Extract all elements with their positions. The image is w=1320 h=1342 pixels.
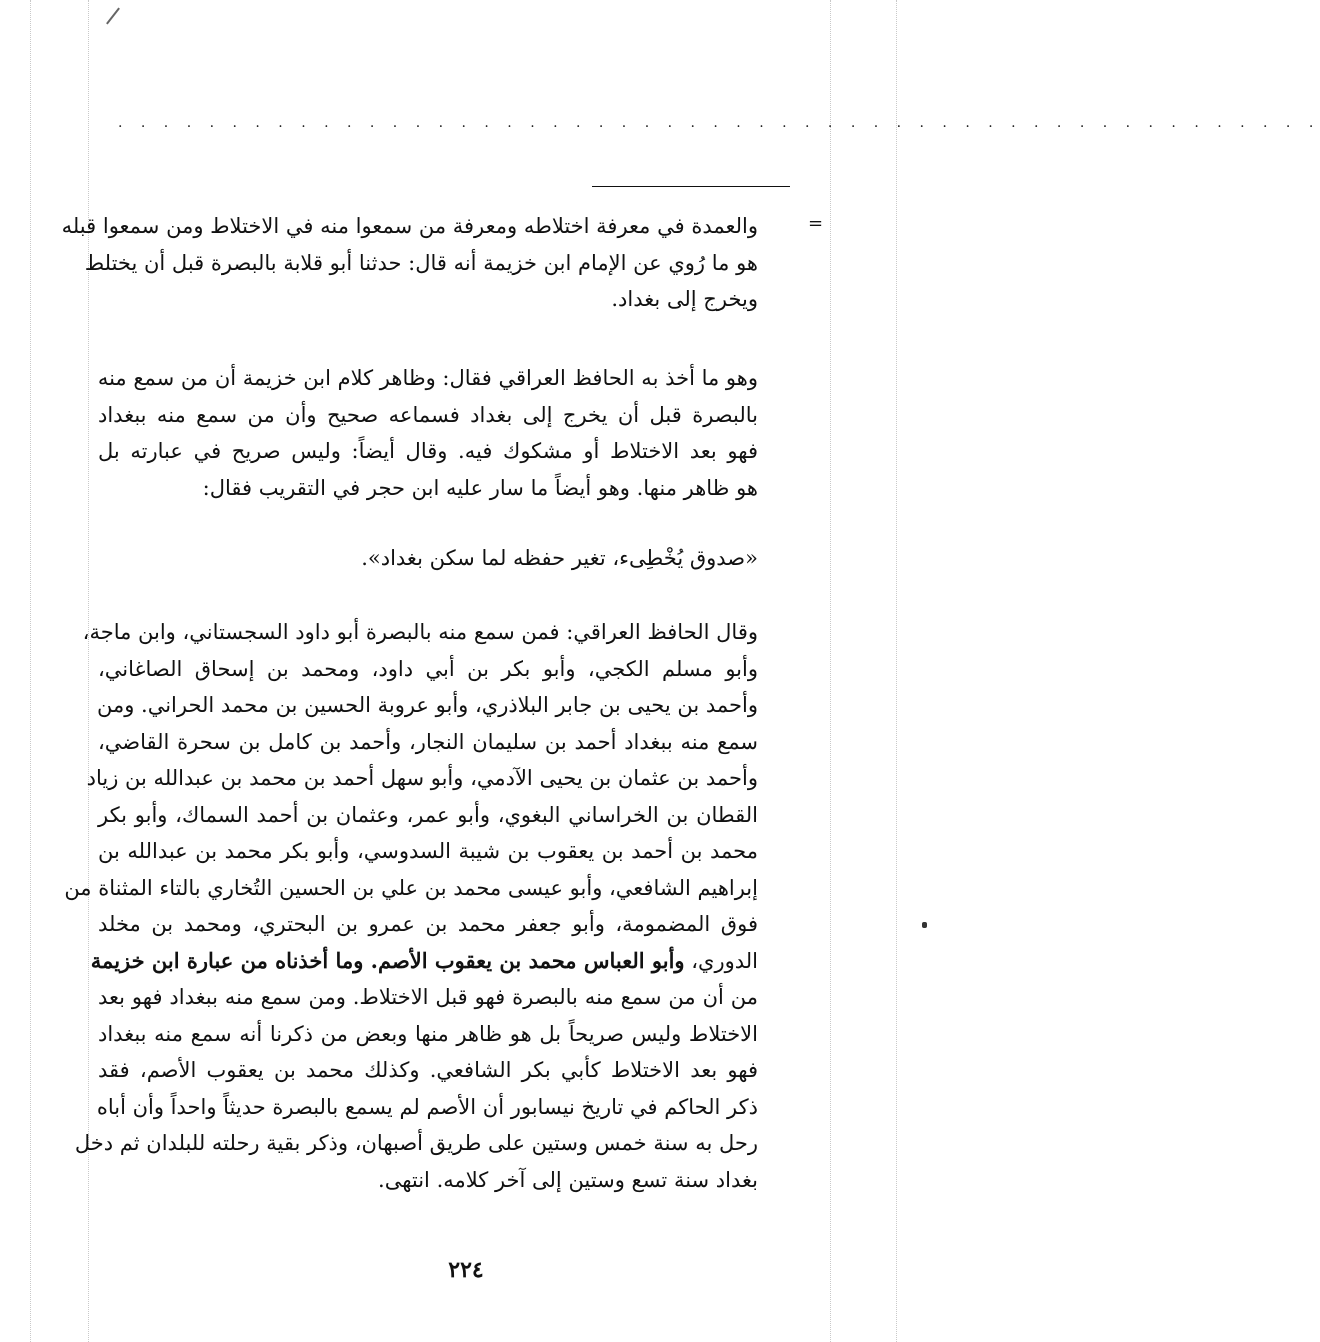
text-line: القطان بن الخراساني البغوي، وأبو عمر، وعثمان بن أحمد السماك، وأبو بكر [98, 802, 758, 827]
text-line: بغداد سنة تسع وستين إلى آخر كلامه. انتهى. [378, 1167, 758, 1192]
text-line: فهو بعد الاختلاط كأبي بكر الشافعي. وكذلك محمد بن يعقوب الأصم، فقد [98, 1058, 758, 1082]
quoted-ruling [98, 540, 758, 577]
text-line: ويخرج إلى بغداد. [611, 287, 758, 311]
text-line: هو ظاهر منها. وهو أيضاً ما سار عليه ابن حجر في التقريب فقال: [202, 475, 758, 500]
text-line: والعمدة في معرفة اختلاطه ومعرفة من سمعوا منه في الاختلاط ومن سمعوا قبله [61, 214, 758, 238]
text-line: بالبصرة قبل أن يخرج إلى بغداد فسماعه صحيح وأن من سمع منه ببغداد [98, 402, 758, 427]
footnote-rule [592, 186, 790, 187]
text-line: إبراهيم الشافعي، وأبو عيسى محمد بن علي بن الحسين التُخاري بالتاء المثناة من [64, 875, 758, 900]
quote-text: «صدوق يُخْطِىء، تغير حفظه لما سكن بغداد». [361, 546, 758, 570]
paragraph-iraqi-opinion [98, 360, 758, 506]
text-segment: الدوري، [684, 948, 758, 973]
text-line: وأحمد بن عثمان بن يحيى الآدمي، وأبو سهل أحمد بن محمد بن عبدالله بن زياد [86, 766, 758, 790]
scan-guide-line [30, 0, 31, 1342]
text-line: الاختلاط وليس صريحاً بل هو ظاهر منها وبعض من ذكرنا أنه سمع منه ببغداد [98, 1021, 758, 1046]
text-line: هو ما رُوي عن الإمام ابن خزيمة أنه قال: حدثنا أبو قلابة بالبصرة قبل أن يختلط [84, 250, 758, 275]
paragraph-narrators-list [64, 614, 758, 1198]
text-line: محمد بن أحمد بن يعقوب بن شيبة السدوسي، وأبو بكر محمد بن عبدالله بن [98, 839, 758, 863]
stray-pen-mark [106, 8, 120, 25]
text-line: وهو ما أخذ به الحافظ العراقي فقال: وظاهر كلام ابن خزيمة أن من سمع منه [97, 366, 758, 390]
dotted-separator: . . . . . . . . . . . . . . . . . . . . . . . . . . . . . . . . . . . . . . . . . . . . . . . . . . . . . [118, 115, 1320, 131]
text-line: من أن من سمع منه بالبصرة فهو قبل الاختلاط. ومن سمع منه ببغداد فهو بعد [98, 985, 758, 1009]
text-line: وقال الحافظ العراقي: فمن سمع منه بالبصرة أبو داود السجستاني، وابن ماجة، [82, 620, 758, 644]
text-line: فوق المضمومة، وأبو جعفر محمد بن عمرو بن البحتري، ومحمد بن مخلد [98, 912, 758, 936]
mixed-text-line [90, 943, 758, 980]
text-line: سمع منه ببغداد أحمد بن سليمان النجار، وأحمد بن كامل بن سحرة القاضي، [98, 729, 758, 754]
text-line: فهو بعد الاختلاط أو مشكوك فيه. وقال أيضاً: وليس صريح في عبارته بل [98, 439, 758, 463]
scan-guide-line [896, 0, 897, 1342]
text-line: وأحمد بن يحيى بن جابر البلاذري، وأبو عروبة الحسين بن محمد الحراني. ومن [96, 693, 758, 717]
text-line: وأبو مسلم الكجي، وأبو بكر بن أبي داود، ومحمد بن إسحاق الصاغاني، [98, 656, 758, 681]
page-number: ٢٢٤ [448, 1257, 484, 1283]
scan-edge-mark [922, 922, 927, 928]
footnote-paragraph [61, 208, 758, 318]
footnote-continuation-mark: = [808, 213, 824, 234]
bold-text-segment: وأبو العباس محمد بن يعقوب الأصم. وما أخذناه من عبارة ابن خزيمة [90, 947, 685, 973]
text-line: ذكر الحاكم في تاريخ نيسابور أن الأصم لم يسمع بالبصرة حديثاً واحداً وأن أباه [96, 1094, 758, 1119]
text-line: رحل به سنة خمس وستين على طريق أصبهان، وذكر بقية رحلته للبلدان ثم دخل [74, 1131, 758, 1155]
scan-guide-line [830, 0, 831, 1342]
